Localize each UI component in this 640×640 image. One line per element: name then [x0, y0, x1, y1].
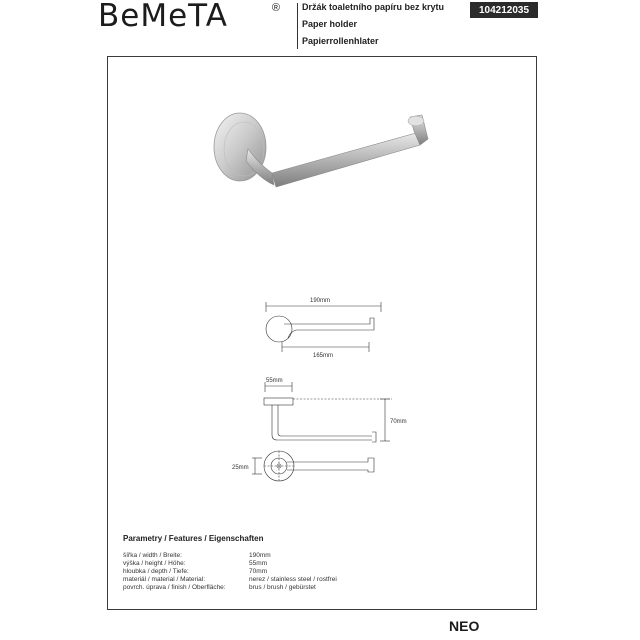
feature-value: brus / brush / gebürstet	[249, 584, 316, 591]
feature-label: materiál / material / Material:	[123, 576, 205, 583]
feature-value: 190mm	[249, 552, 271, 559]
product-name: NEO	[449, 618, 480, 634]
feature-value: nerez / stainless steel / rostfrei	[249, 576, 337, 583]
feature-row	[123, 576, 383, 584]
feature-value: 55mm	[249, 560, 268, 567]
feature-row	[123, 568, 383, 576]
features-title: Parametry / Features / Eigenschaften	[123, 534, 264, 543]
feature-label: šířka / width / Breite:	[123, 552, 182, 559]
dim-label-depth: 55mm	[266, 378, 283, 384]
features-table	[123, 552, 383, 592]
dim-label-width: 190mm	[310, 298, 331, 304]
title-czech: Držák toaletního papíru bez krytu	[302, 2, 445, 12]
feature-label: výška / height / Höhe:	[123, 560, 186, 567]
feature-value: 70mm	[249, 568, 268, 575]
dim-label-arm-length: 165mm	[313, 353, 334, 359]
dim-label-height: 70mm	[390, 419, 407, 425]
rosette-top-view	[266, 316, 292, 342]
brand-name: BeMeTA	[98, 0, 228, 34]
feature-label: povrch. úprava / finish / Oberfläche:	[123, 584, 226, 591]
rosette-side-view	[264, 398, 293, 405]
registered-mark: ®	[271, 2, 280, 14]
feature-row	[123, 552, 383, 560]
title-german: Papierrollenhlater	[302, 36, 379, 46]
title-english: Paper holder	[302, 19, 358, 29]
product-code: 104212035	[470, 2, 538, 18]
feature-label: hloubka / depth / Tiefe:	[123, 568, 189, 575]
dim-label-rosette: 25mm	[232, 465, 249, 471]
feature-row	[123, 560, 383, 568]
feature-row	[123, 584, 383, 592]
